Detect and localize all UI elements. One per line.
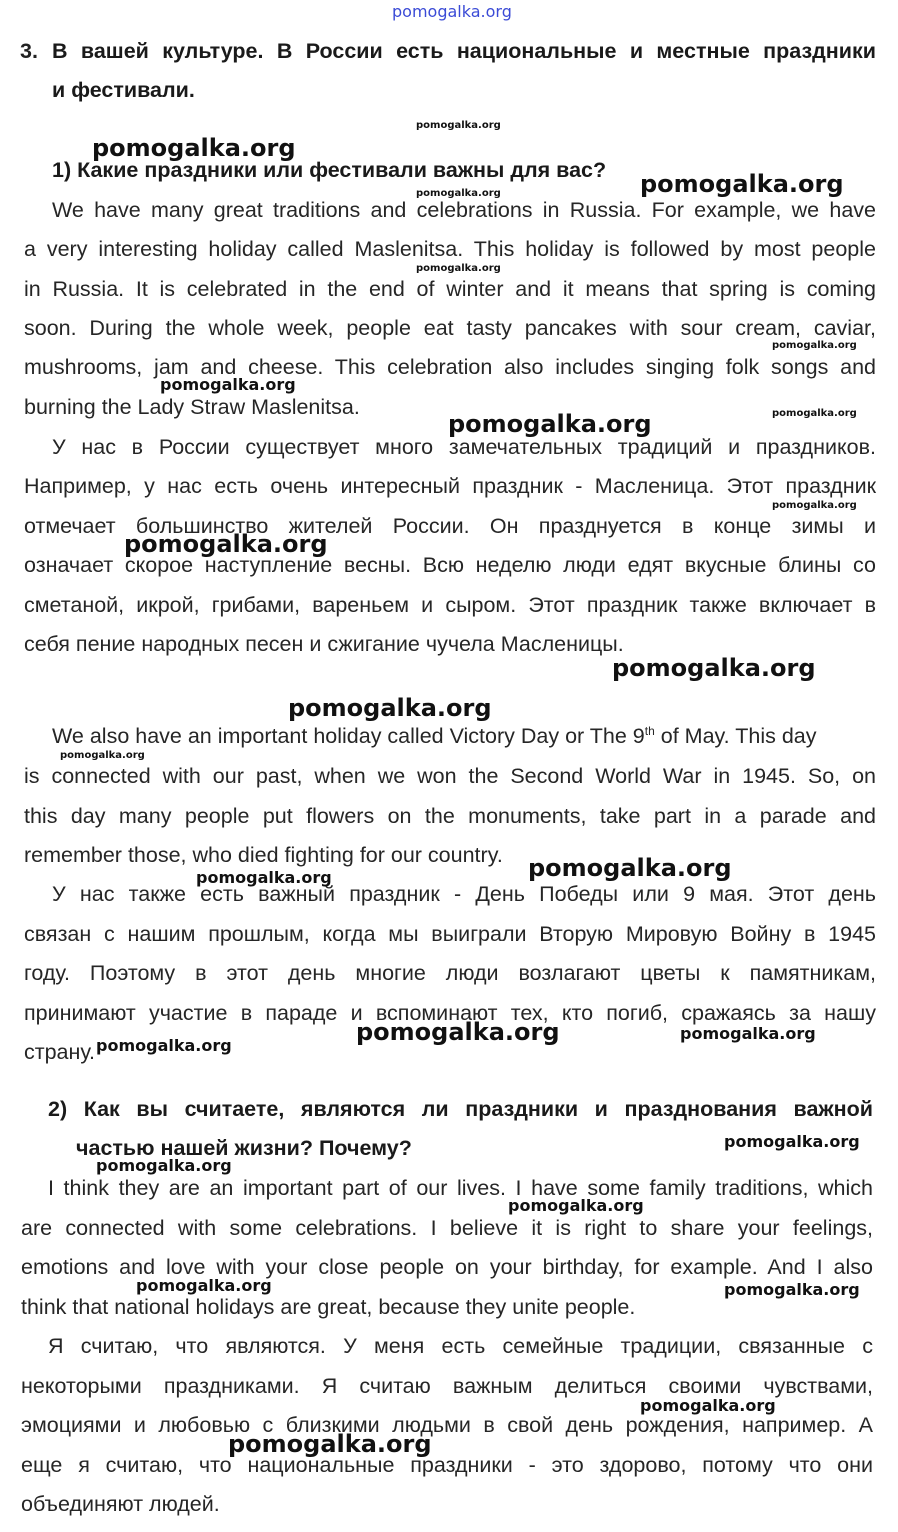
text-line: emotions and love with your close people on your birthday, for example. And I also [21,1255,873,1279]
watermark: pomogalka.org [772,408,857,419]
watermark: pomogalka.org [528,854,732,882]
watermark-top: pomogalka.org [392,2,512,21]
watermark: pomogalka.org [416,263,501,274]
watermark: pomogalka.org [124,530,328,558]
watermark: pomogalka.org [96,1036,232,1055]
watermark: pomogalka.org [508,1196,644,1215]
text-line: remember those, who died fighting for our country. [24,843,503,867]
text-line-victory [52,722,876,750]
watermark: pomogalka.org [416,120,501,131]
text-line: a very interesting holiday called Maslenitsa. This holiday is followed by most people [24,237,876,261]
text-line: себя пение народных песен и сжигание чучела Масленицы. [24,632,624,656]
watermark: pomogalka.org [724,1132,860,1151]
text-fragment [52,722,817,750]
watermark: pomogalka.org [724,1280,860,1299]
task-title-line1: В вашей культуре. В России есть национальные и местные праздники [52,39,876,63]
text-line: страну. [24,1040,95,1064]
watermark: pomogalka.org [448,410,652,438]
watermark: pomogalka.org [288,694,492,722]
text-line: эмоциями и любовью с близкими людьми в свой день рождения, например. А [21,1413,873,1437]
text-line: У нас в России существует много замечательных традиций и праздников. [52,435,876,459]
text-line: burning the Lady Straw Maslenitsa. [24,395,360,419]
text-line: Например, у нас есть очень интересный праздник - Масленица. Этот праздник [24,474,876,498]
question-1-title: 1) Какие праздники или фестивали важны для вас? [52,158,607,182]
text-line: объединяют людей. [21,1492,220,1516]
watermark: pomogalka.org [196,868,332,887]
text-span: of May. This day [654,724,817,748]
task-number: 3. [20,39,38,63]
text-line: принимают участие в параде и вспоминают тех, кто погиб, сражаясь за нашу [24,1001,876,1025]
watermark: pomogalka.org [772,340,857,351]
superscript: th [644,723,655,738]
question-2-title-line2: частью нашей жизни? Почему? [76,1136,412,1160]
watermark: pomogalka.org [160,375,296,394]
watermark: pomogalka.org [228,1430,432,1458]
text-line: году. Поэтому в этот день многие люди возлагают цветы к памятникам, [24,961,876,985]
text-span: We also have an important holiday called Victory Day or The 9 [52,724,645,748]
text-line: in Russia. It is celebrated in the end of winter and it means that spring is coming [24,277,876,301]
text-line: is connected with our past, when we won the Second World War in 1945. So, on [24,764,876,788]
text-line: Я считаю, что являются. У меня есть семейные традиции, связанные с [48,1334,873,1358]
text-line: soon. During the whole week, people eat tasty pancakes with sour cream, caviar, [24,316,876,340]
watermark: pomogalka.org [356,1018,560,1046]
text-line: think that national holidays are great, because they unite people. [21,1295,636,1319]
watermark: pomogalka.org [640,170,844,198]
task-title-line2: и фестивали. [52,78,195,102]
watermark: pomogalka.org [96,1156,232,1175]
text-line: У нас также есть важный праздник - День Победы или 9 мая. Этот день [52,882,876,906]
watermark: pomogalka.org [640,1396,776,1415]
watermark: pomogalka.org [612,654,816,682]
text-line: are connected with some celebrations. I believe it is right to share your feelings, [21,1216,873,1240]
text-line: отмечает большинство жителей России. Он празднуется в конце зимы и [24,514,876,538]
watermark: pomogalka.org [136,1276,272,1295]
watermark: pomogalka.org [680,1024,816,1043]
watermark: pomogalka.org [92,134,296,162]
text-line: некоторыми праздниками. Я считаю важным делиться своими чувствами, [21,1374,873,1398]
text-line: означает скорое наступление весны. Всю неделю люди едят вкусные блины со [24,553,876,577]
text-line: I think they are an important part of our lives. I have some family traditions, which [48,1176,873,1200]
watermark: pomogalka.org [60,750,145,761]
text-line: сметаной, икрой, грибами, вареньем и сыром. Этот праздник также включает в [24,593,876,617]
watermark: pomogalka.org [772,500,857,511]
text-line: связан с нашим прошлым, когда мы выиграли Вторую Мировую Войну в 1945 [24,922,876,946]
text-line: еще я считаю, что национальные праздники - это здорово, потому что они [21,1453,873,1477]
text-line: We have many great traditions and celebrations in Russia. For example, we have [52,198,876,222]
watermark: pomogalka.org [416,188,501,199]
question-2-title-line1: 2) Как вы считаете, являются ли праздники и празднования важной [48,1097,873,1121]
text-line: this day many people put flowers on the monuments, take part in a parade and [24,804,876,828]
text-line: mushrooms, jam and cheese. This celebration also includes singing folk songs and [24,355,876,379]
